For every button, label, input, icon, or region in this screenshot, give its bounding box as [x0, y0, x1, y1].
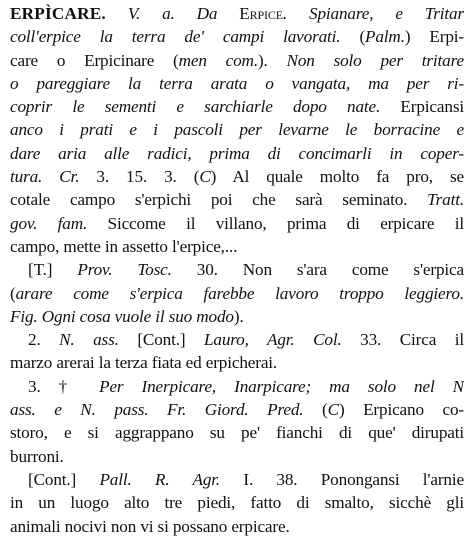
- roman-text: 33. Circa il: [341, 330, 464, 350]
- roman-text: Siccome il villano, prima di erpicare il: [87, 213, 464, 233]
- entry-line: [10, 445, 464, 468]
- entry-line: [10, 118, 464, 141]
- roman-text: care o Erpicinare (: [10, 50, 179, 70]
- entry-line: [10, 398, 464, 421]
- italic-text: coprir le sementi e sarchiarle dopo nate.: [10, 97, 381, 117]
- dictionary-entry-erpicare: [10, 2, 464, 538]
- roman-text: marzo arerai la terza fiata ed erpicherai.: [10, 353, 278, 373]
- roman-text: storo, e si aggrappano su pe' fianchi di que' dirupati: [10, 423, 464, 443]
- roman-text: campo, mette in assetto l'erpice,...: [10, 236, 238, 256]
- roman-text: (: [10, 283, 16, 303]
- italic-text: . Spianare, e Tritar: [282, 4, 464, 23]
- entry-line: [10, 235, 464, 258]
- roman-text: Erpicansi: [380, 97, 464, 117]
- roman-text: (: [303, 400, 328, 420]
- entry-line: [10, 351, 464, 374]
- italic-text: Palm.: [365, 27, 405, 47]
- roman-text: ) Erpi-: [404, 27, 464, 47]
- italic-text: anco i prati e i pascoli per levarne le borracine e: [10, 120, 464, 140]
- italic-text: dare aria alle radici, prima di concimarli in coper-: [10, 143, 464, 163]
- headword: ERPÌCARE.: [10, 4, 106, 23]
- italic-text: gov. fam.: [10, 213, 88, 233]
- roman-text: ).: [233, 306, 244, 326]
- roman-text: 30. Non s'ara come s'erpica: [171, 260, 464, 280]
- entry-line: [10, 188, 464, 211]
- roman-text: 2.: [28, 330, 60, 350]
- roman-text: [Cont.]: [28, 469, 100, 489]
- italic-text: Pall. R. Agr.: [99, 469, 221, 489]
- roman-text: 3. †: [28, 376, 100, 396]
- italic-text: tura. Cr.: [10, 167, 80, 187]
- entry-line: [10, 328, 464, 351]
- roman-text: ).: [257, 50, 287, 70]
- entry-line: [10, 282, 464, 305]
- entry-line: [10, 2, 464, 25]
- entry-line: [10, 421, 464, 444]
- entry-line: [10, 515, 464, 538]
- entry-line: [10, 212, 464, 235]
- italic-text: Non solo per tritare: [286, 50, 464, 70]
- italic-text: C: [327, 400, 339, 420]
- small-caps-text: Erpice: [239, 4, 283, 23]
- italic-text: men com.: [178, 50, 258, 70]
- italic-text: Lauro, Agr. Col.: [203, 330, 342, 350]
- entry-line: [10, 165, 464, 188]
- roman-text: burroni.: [10, 446, 64, 466]
- roman-text: ) Erpicano co-: [338, 400, 464, 420]
- italic-text: o pareggiare la terra arata o vangata, ma per ri-: [10, 73, 464, 93]
- roman-text: [106, 4, 128, 23]
- entry-line: [10, 491, 464, 514]
- italic-text: Tratt.: [427, 190, 464, 210]
- italic-text: coll'erpice la terra de' campi lavorati.: [10, 27, 341, 47]
- italic-text: N. ass.: [59, 330, 119, 350]
- roman-text: [T.]: [28, 260, 78, 280]
- italic-text: Fig. Ogni cosa vuole il suo modo: [10, 306, 234, 326]
- italic-text: Per Inerpicare, Inarpicare; ma solo nel N: [99, 376, 464, 396]
- italic-text: ass. e N. pass. Fr. Giord. Pred.: [10, 400, 304, 420]
- entry-line: [10, 49, 464, 72]
- roman-text: I. 38. Ponongansi l'arnie: [220, 469, 464, 489]
- entry-line: [10, 375, 464, 398]
- entry-line: [10, 72, 464, 95]
- entry-line: [10, 142, 464, 165]
- roman-text: in un luogo alto tre piedi, fatto di smalto, sicchè gli: [10, 493, 464, 513]
- roman-text: ) Al quale molto fa pro, se: [210, 167, 464, 187]
- italic-text: Prov. Tosc.: [77, 260, 172, 280]
- entry-line: [10, 258, 464, 281]
- entry-line: [10, 25, 464, 48]
- roman-text: [Cont.]: [118, 330, 204, 350]
- roman-text: animali nocivi non vi si possano erpicare.: [10, 516, 290, 536]
- entry-line: [10, 305, 464, 328]
- italic-text: V. a. Da: [127, 4, 240, 23]
- roman-text: cotale campo s'erpichi poi che sarà seminato.: [10, 190, 428, 210]
- italic-text: C: [199, 167, 211, 187]
- roman-text: 3. 15. 3. (: [79, 167, 200, 187]
- entry-line: [10, 468, 464, 491]
- entry-line: [10, 95, 464, 118]
- italic-text: arare come s'erpica farebbe lavoro troppo leggiero.: [15, 283, 464, 303]
- roman-text: (: [340, 27, 366, 47]
